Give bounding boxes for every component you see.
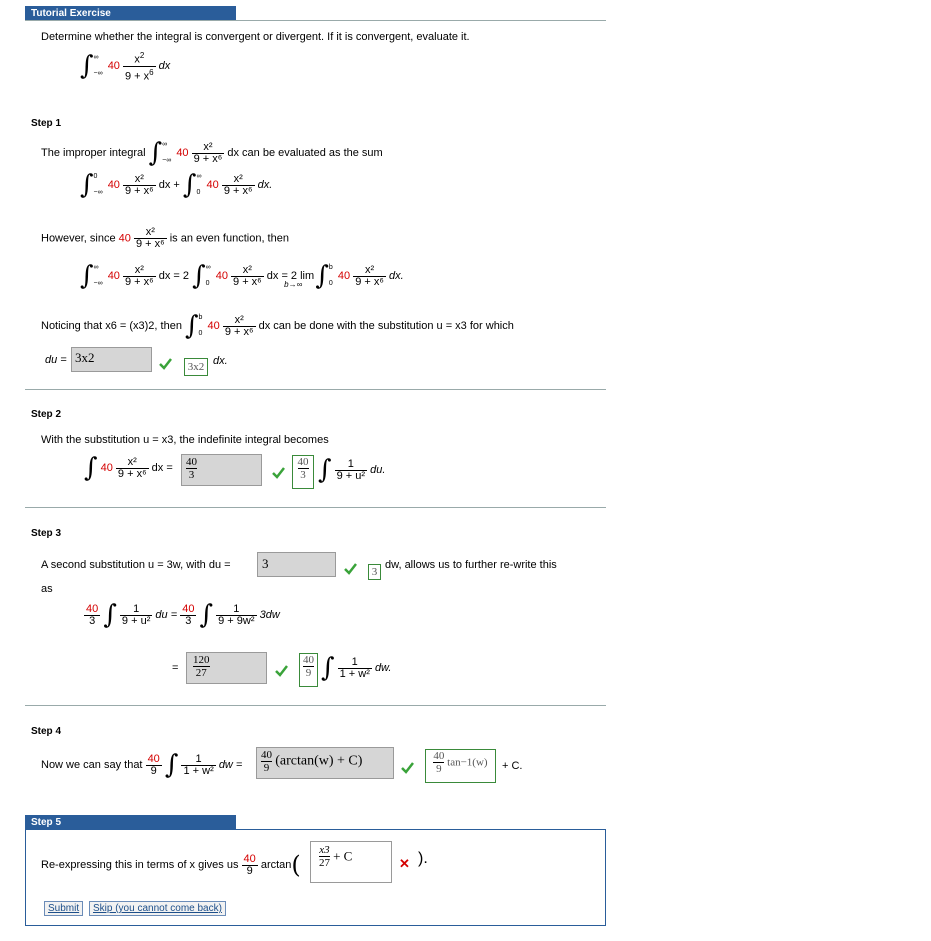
step1-label: Step 1	[31, 118, 62, 129]
step2-input[interactable]: $\frac{40}{3}$	[181, 454, 262, 486]
step3-post: dw, allows us to further re-write this	[385, 559, 557, 571]
submit-button[interactable]: Submit	[44, 901, 83, 916]
step5-input[interactable]: $\frac{x3}{27}$ + C	[310, 841, 392, 883]
check-icon	[275, 664, 288, 677]
step3-rest: ∫ $\frac{1}{\text{1 + w²}}$ dw.	[321, 653, 392, 683]
check-icon	[344, 562, 357, 575]
step4-post: + C.	[502, 760, 523, 772]
step2-correct-answer: $\frac{40}{3}$	[292, 455, 314, 489]
step3-input[interactable]: 3	[257, 552, 336, 577]
step-rule-3	[25, 705, 606, 706]
prompt-text: Determine whether the integral is convergent or divergent. If it is convergent, evaluate it.	[41, 31, 470, 43]
step3-equals: =	[172, 662, 179, 674]
check-icon	[159, 357, 172, 370]
step4-input[interactable]: $\frac{40}{9}$ (arctan(w) + C)	[256, 747, 394, 779]
step2-label: Step 2	[31, 409, 62, 420]
step1-even: ∫∞ −∞ 40 $\frac{\text{x²}}{\text{9 + x⁶}}$ dx = 2 ∫∞ 0 40 $\frac{\text{x²}}{\text{9 + x⁶}}$ dx = 2 $\lim_{b\to\infty} \int b$ 0 40 $\frac{\text{x²}}{\text{9 + x⁶}}$ dx.	[80, 261, 404, 291]
step-rule-1	[25, 389, 606, 390]
step4-eq: Now we can say that $\frac{40}{9}$ ∫ $\frac{1}{\text{1 + w²}}$ dw =	[41, 750, 243, 780]
step5-eq: Re-expressing this in terms of x gives us $\frac{40}{9}$ arctan(	[41, 851, 301, 879]
step3-eq1: $\frac{40}{3}$ ∫ $\frac{1}{\text{9 + u²}}$ du = $\frac{40}{3}$ ∫ $\frac{1}{\text{9 + 9w²}}$ 3dw	[86, 600, 280, 630]
du-correct-answer: 3x2	[184, 358, 208, 376]
step2-text: With the substitution u = x3, the indefinite integral becomes	[41, 434, 329, 446]
du-label: du =	[45, 354, 67, 366]
step3-text: A second substitution u = 3w, with du =	[41, 559, 231, 571]
main-integral: ∫∞ −∞ 40 $\frac{x^2}{9 + x^6}$ dx	[80, 51, 171, 83]
skip-button[interactable]: Skip (you cannot come back)	[89, 901, 226, 916]
du-input[interactable]: 3x2	[71, 347, 152, 372]
step2-integral: ∫ 40 $\frac{\text{x²}}{\text{9 + x⁶}}$ dx =	[84, 453, 173, 483]
step3-as: as	[41, 583, 53, 595]
step3-frac-input[interactable]: $\frac{120}{27}$	[186, 652, 267, 684]
step1-however: However, since 40 $\frac{\text{x²}}{\text{9 + x⁶}}$ is an even function, then	[41, 226, 289, 250]
step5-label: Step 5	[25, 815, 236, 830]
step1-line1: The improper integral ∫∞ −∞ 40 $\frac{\text{x²}}{\text{9 + x⁶}}$ dx can be evaluated as the sum	[41, 138, 383, 168]
tutorial-header: Tutorial Exercise	[25, 6, 236, 21]
wrong-x-icon: ✕	[399, 856, 410, 871]
check-icon	[401, 761, 414, 774]
step5-close: ).	[418, 850, 428, 867]
check-icon	[272, 466, 285, 479]
step1-noticing: Noticing that x6 = (x3)2, then ∫b 0 40 $\frac{\text{x²}}{\text{9 + x⁶}}$ dx can be done with the substitution u = x3 for which	[41, 311, 514, 341]
step-rule-2	[25, 507, 606, 508]
header-rule	[25, 20, 606, 21]
step3-label: Step 3	[31, 528, 62, 539]
step3-frac-correct-answer: $\frac{40}{9}$	[299, 653, 318, 687]
step4-correct-answer: $\frac{40}{9}$ tan−1(w)	[425, 749, 496, 783]
step1-split: ∫0 −∞ 40 $\frac{\text{x²}}{\text{9 + x⁶}}$ dx + ∫∞ 0 40 $\frac{\text{x²}}{\text{9 + x⁶}}$ dx.	[80, 170, 273, 200]
step2-rest: ∫ $\frac{1}{\text{9 + u²}}$ du.	[318, 455, 386, 485]
step3-correct-answer: 3	[368, 564, 381, 580]
step4-label: Step 4	[31, 726, 62, 737]
du-dx: dx.	[213, 355, 228, 367]
